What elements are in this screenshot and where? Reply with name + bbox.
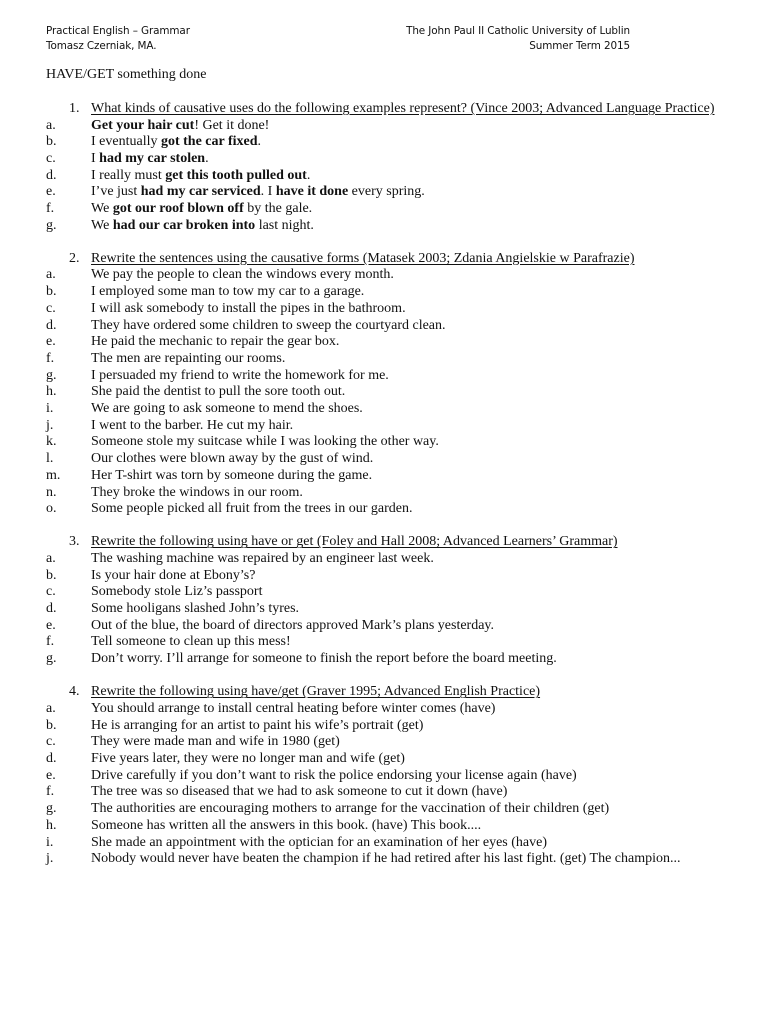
item-letter: f. (46, 201, 55, 217)
list-item (46, 601, 732, 618)
item-text (91, 434, 732, 451)
text-run: Out of the blue, the board of directors approved Mark’s plans yesterday. (91, 617, 495, 633)
item-text (91, 134, 732, 151)
item-text (91, 701, 732, 718)
text-run: She paid the dentist to pull the sore tooth out. (91, 384, 346, 400)
item-text (91, 751, 732, 768)
text-run: Someone stole my suitcase while I was looking the other way. (91, 434, 439, 450)
item-text (91, 768, 732, 785)
item-letter: d. (46, 167, 57, 183)
list-item (46, 384, 732, 401)
item-text (91, 118, 732, 135)
text-run: We pay the people to clean the windows every month. (91, 267, 394, 283)
list-item (46, 851, 732, 868)
list-item (46, 201, 732, 218)
list-item (46, 801, 732, 818)
bold-phrase: got the car fixed (160, 134, 258, 150)
item-text (91, 601, 732, 618)
text-run: He is arranging for an artist to paint his wife’s portrait (get) (91, 717, 424, 733)
item-text (91, 485, 732, 502)
bold-phrase: had our car broken into (112, 217, 256, 233)
item-letter: a. (46, 117, 56, 133)
header-row-1 (46, 24, 630, 39)
list-item (46, 418, 732, 435)
section-heading (46, 101, 732, 118)
item-letter: h. (46, 384, 57, 400)
list-item (46, 734, 732, 751)
item-letter: n. (46, 484, 57, 500)
exercise-sections (46, 101, 732, 884)
list-item (46, 634, 732, 651)
item-text (91, 267, 732, 284)
item-letter: e. (46, 334, 56, 350)
item-letter: b. (46, 284, 57, 300)
list-item (46, 351, 732, 368)
item-letter: k. (46, 434, 57, 450)
list-item (46, 651, 732, 668)
text-run: . (306, 167, 311, 183)
item-text (91, 801, 732, 818)
item-letter: b. (46, 567, 57, 583)
text-run: I eventually (91, 134, 161, 150)
list-item (46, 751, 732, 768)
list-item (46, 618, 732, 635)
item-letter: j. (46, 851, 54, 867)
text-run: Her T-shirt was torn by someone during the game. (91, 467, 373, 483)
text-run: Someone has written all the answers in this book. (have) This book.... (91, 817, 482, 833)
list-item (46, 485, 732, 502)
item-text (91, 384, 732, 401)
header-course: Practical English – Grammar (46, 25, 190, 37)
text-run: The tree was so diseased that we had to ask someone to cut it down (have) (91, 784, 508, 800)
item-letter: c. (46, 584, 56, 600)
list-item (46, 501, 732, 518)
text-run: every spring. (348, 184, 425, 200)
item-letter: d. (46, 751, 57, 766)
list-item (46, 468, 732, 485)
item-text (91, 318, 732, 335)
text-run: Somebody stole Liz’s passport (91, 584, 263, 600)
text-run: Tell someone to clean up this mess! (91, 634, 291, 650)
text-run: We are going to ask someone to mend the shoes. (91, 401, 363, 417)
item-letter: e. (46, 184, 56, 200)
bold-phrase: had my car serviced (140, 184, 261, 200)
bold-phrase: Get your hair cut (91, 117, 195, 133)
exercise-section-2 (46, 251, 732, 518)
section-number: 3. (69, 534, 80, 550)
text-run: The authorities are encouraging mothers to arrange for the vaccination of their children (get) (91, 801, 610, 817)
header-university: The John Paul II Catholic University of Lublin (406, 25, 630, 37)
item-letter: j. (46, 417, 54, 433)
item-text (91, 584, 732, 601)
item-text (91, 334, 732, 351)
item-letter: b. (46, 717, 57, 733)
item-text (91, 784, 732, 801)
item-letter: f. (46, 350, 55, 366)
exercise-section-1 (46, 101, 732, 234)
item-letter: i. (46, 834, 54, 850)
text-run: I (91, 150, 100, 166)
item-text (91, 551, 732, 568)
text-run: They have ordered some children to sweep the courtyard clean. (91, 317, 446, 333)
text-run: Five years later, they were no longer man and wife (get) (91, 751, 405, 766)
list-item (46, 218, 732, 235)
item-letter: c. (46, 300, 56, 316)
list-item (46, 134, 732, 151)
header-term: Summer Term 2015 (529, 40, 630, 52)
section-heading (46, 534, 732, 551)
item-letter: g. (46, 651, 57, 667)
text-run: The washing machine was repaired by an engineer last week. (91, 550, 434, 566)
list-item (46, 368, 732, 385)
section-number: 1. (69, 101, 80, 116)
list-item (46, 718, 732, 735)
item-text (91, 401, 732, 418)
item-text (91, 418, 732, 435)
list-item (46, 701, 732, 718)
text-run: I’ve just (91, 184, 141, 200)
item-text (91, 151, 732, 168)
list-item (46, 168, 732, 185)
text-run: Some hooligans slashed John’s tyres. (91, 601, 300, 617)
list-item (46, 584, 732, 601)
item-text (91, 835, 732, 852)
item-letter: e. (46, 767, 56, 783)
item-letter: d. (46, 601, 57, 617)
item-text (91, 201, 732, 218)
list-item (46, 118, 732, 135)
item-text (91, 468, 732, 485)
text-run: Nobody would never have beaten the champion if he had retired after his last fight. (get) The champion... (91, 851, 681, 867)
item-text (91, 734, 732, 751)
item-text (91, 718, 732, 735)
item-letter: f. (46, 634, 55, 650)
text-run: He paid the mechanic to repair the gear box. (91, 334, 340, 350)
text-run: Our clothes were blown away by the gust of wind. (91, 451, 374, 467)
item-letter: l. (46, 451, 54, 467)
text-run: Don’t worry. I’ll arrange for someone to finish the report before the board meeting. (91, 651, 557, 667)
text-run: The men are repainting our rooms. (91, 350, 286, 366)
text-run: Some people picked all fruit from the trees in our garden. (91, 501, 413, 517)
item-letter: g. (46, 217, 57, 233)
section-heading (46, 684, 732, 701)
text-run: I will ask somebody to install the pipes in the bathroom. (91, 300, 406, 316)
bold-phrase: got our roof blown off (112, 201, 244, 217)
item-letter: d. (46, 317, 57, 333)
item-letter: a. (46, 267, 56, 283)
list-item (46, 784, 732, 801)
text-run: . (205, 150, 209, 166)
section-heading (46, 251, 732, 268)
item-text (91, 351, 732, 368)
item-letter: c. (46, 150, 56, 166)
item-letter: o. (46, 501, 57, 517)
list-item (46, 151, 732, 168)
item-letter: m. (46, 467, 61, 483)
item-text (91, 618, 732, 635)
item-letter: c. (46, 734, 56, 750)
text-run: We (91, 201, 113, 217)
text-run: She made an appointment with the optician for an examination of her eyes (have) (91, 834, 548, 850)
list-item (46, 835, 732, 852)
bold-phrase: get this tooth pulled out (165, 167, 307, 183)
item-letter: g. (46, 367, 57, 383)
item-text (91, 301, 732, 318)
item-letter: f. (46, 784, 55, 800)
item-letter: e. (46, 617, 56, 633)
text-run: ! Get it done! (194, 117, 270, 133)
item-text (91, 184, 732, 201)
list-item (46, 334, 732, 351)
section-instruction: What kinds of causative uses do the following examples represent? (Vince 2003; Advanced Language Practice) (91, 101, 715, 116)
text-run: Drive carefully if you don’t want to risk the police endorsing your license again (have) (91, 767, 577, 783)
text-run: You should arrange to install central heating before winter comes (have) (91, 700, 496, 716)
text-run: last night. (255, 217, 314, 233)
section-number: 4. (69, 684, 80, 700)
item-text (91, 851, 732, 868)
item-text (91, 451, 732, 468)
list-item (46, 434, 732, 451)
bold-phrase: had my car stolen (99, 150, 206, 166)
item-letter: a. (46, 700, 56, 716)
exercise-section-4 (46, 684, 732, 868)
item-text (91, 368, 732, 385)
item-letter: g. (46, 801, 57, 817)
text-run: They were made man and wife in 1980 (get) (91, 734, 340, 750)
section-instruction: Rewrite the sentences using the causative forms (Matasek 2003; Zdania Angielskie w Parafrazie) (91, 250, 635, 266)
list-item (46, 768, 732, 785)
text-run: by the gale. (243, 201, 313, 217)
section-instruction: Rewrite the following using have/get (Graver 1995; Advanced English Practice) (91, 684, 541, 700)
list-item (46, 551, 732, 568)
page-header (46, 24, 630, 54)
section-instruction: Rewrite the following using have or get (Foley and Hall 2008; Advanced Learners’ Grammar) (91, 534, 618, 550)
list-item (46, 267, 732, 284)
text-run: . (257, 134, 262, 150)
list-item (46, 401, 732, 418)
text-run: . I (260, 184, 276, 200)
item-letter: i. (46, 401, 54, 417)
list-item (46, 184, 732, 201)
item-text (91, 284, 732, 301)
item-letter: b. (46, 134, 57, 150)
item-text (91, 501, 732, 518)
document-title: HAVE/GET something done (46, 67, 207, 82)
list-item (46, 318, 732, 335)
item-text (91, 651, 732, 668)
text-run: I went to the barber. He cut my hair. (91, 417, 294, 433)
list-item (46, 568, 732, 585)
text-run: I employed some man to tow my car to a garage. (91, 284, 365, 300)
item-letter: a. (46, 550, 56, 566)
exercise-section-3 (46, 534, 732, 667)
list-item (46, 818, 732, 835)
item-text (91, 218, 732, 235)
item-text (91, 568, 732, 585)
text-run: I persuaded my friend to write the homework for me. (91, 367, 389, 383)
item-text (91, 818, 732, 835)
list-item (46, 451, 732, 468)
text-run: Is your hair done at Ebony’s? (91, 567, 256, 583)
item-text (91, 634, 732, 651)
text-run: I really must (91, 167, 166, 183)
header-row-2 (46, 39, 630, 54)
text-run: They broke the windows in our room. (91, 484, 303, 500)
section-number: 2. (69, 250, 80, 266)
header-author: Tomasz Czerniak, MA. (46, 40, 157, 52)
text-run: We (91, 217, 113, 233)
list-item (46, 284, 732, 301)
item-text (91, 168, 732, 185)
item-letter: h. (46, 817, 57, 833)
list-item (46, 301, 732, 318)
bold-phrase: have it done (275, 184, 349, 200)
